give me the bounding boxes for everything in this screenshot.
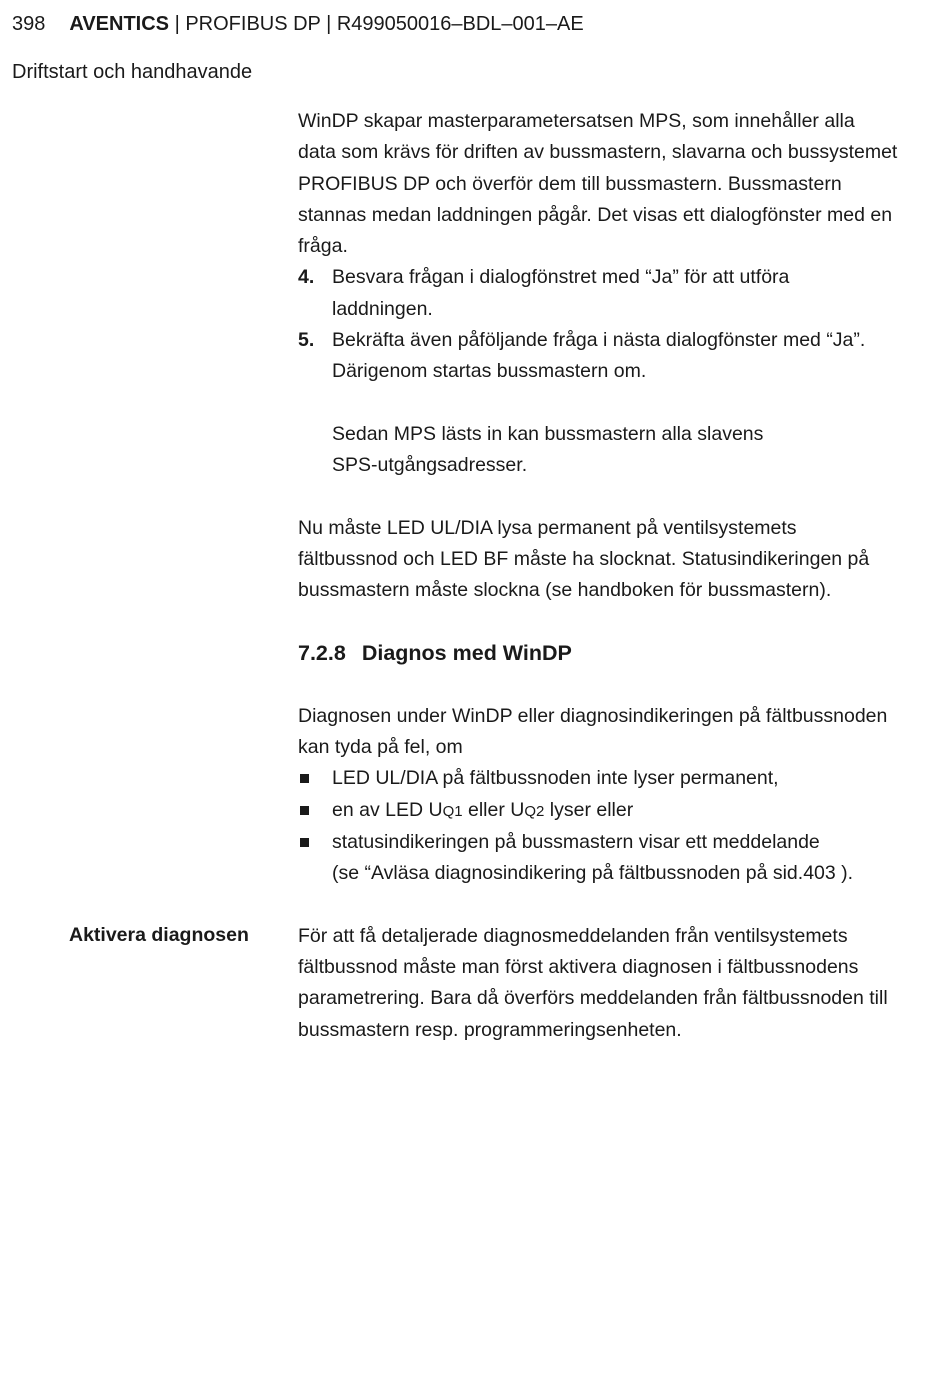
diagnosis-intro: Diagnosen under WinDP eller diagnosindikeringen på fältbussnoden kan tyda på fel, om bbox=[298, 704, 888, 758]
step-note bbox=[298, 419, 898, 482]
step-text-line: Besvara frågan i dialogfönstret med “Ja” för att utföra bbox=[332, 266, 790, 289]
document-id: | PROFIBUS DP | R499050016–BDL–001–AE bbox=[169, 13, 584, 35]
subsection-number: 7.2.8 bbox=[298, 641, 346, 666]
led-paragraph: Nu måste LED UL/DIA lysa permanent på ventilsystemets fältbussnod och LED BF måste ha slocknat. Statusindikeringen på bussmastern måste slockna (se handboken för bussmastern). bbox=[298, 516, 870, 602]
step-4 bbox=[298, 262, 898, 325]
subsection-title: Diagnos med WinDP bbox=[361, 641, 572, 666]
bullet-square-icon bbox=[298, 763, 332, 794]
step-text-line: Därigenom startas bussmastern om. bbox=[332, 360, 647, 383]
side-label: Aktivera diagnosen bbox=[69, 924, 249, 946]
bullet-text: en av LED UQ1 eller UQ2 lyser eller bbox=[332, 798, 634, 821]
brand-name: AVENTICS bbox=[69, 13, 170, 35]
step-number: 5. bbox=[298, 329, 315, 352]
intro-paragraph: WinDP skapar masterparametersatsen MPS, som innehåller alla data som krävs för driften av bussmastern, slavarna och bussystemet PROFIBUS DP och överför dem till bussmastern. Bussmastern stannas medan laddningen pågår. Det visas ett dialogfönster med en fråga. bbox=[298, 110, 898, 258]
main-content bbox=[298, 106, 898, 1046]
bullet-item bbox=[298, 795, 898, 827]
step-5 bbox=[298, 325, 898, 388]
bullet-square-icon bbox=[298, 795, 332, 827]
bullet-text: statusindikeringen på bussmastern visar ett meddelande (se “Avläsa diagnosindikering på fältbussnoden på sid.403 ). bbox=[332, 827, 853, 890]
bullet-item bbox=[298, 763, 898, 794]
page-reference: (se “Avläsa diagnosindikering på fältbussnoden på sid.403 ). bbox=[332, 862, 854, 885]
section-title: Driftstart och handhavande bbox=[12, 61, 253, 83]
bullet-item bbox=[298, 827, 898, 890]
activate-paragraph: För att få detaljerade diagnosmeddelanden från ventilsystemets fältbussnod måste man först aktivera diagnosen i fältbussnodens parametrering. Bara då överförs meddelanden från fältbussnoden till bussmastern resp. programmeringsenheten. bbox=[298, 924, 888, 1041]
page-number: 398 bbox=[12, 13, 46, 35]
step-note-line: Sedan MPS lästs in kan bussmastern alla slavens bbox=[332, 422, 764, 445]
subsection-heading bbox=[298, 638, 898, 669]
step-text-line: laddningen. bbox=[332, 297, 433, 320]
bullet-square-icon bbox=[298, 827, 332, 890]
page-header bbox=[12, 13, 584, 36]
step-number: 4. bbox=[298, 266, 315, 289]
step-text-line: Bekräfta även påföljande fråga i nästa dialogfönster med “Ja”. bbox=[332, 329, 866, 352]
step-note-line: SPS-utgångsadresser. bbox=[332, 454, 528, 477]
bullet-text: LED UL/DIA på fältbussnoden inte lyser permanent, bbox=[332, 767, 779, 790]
